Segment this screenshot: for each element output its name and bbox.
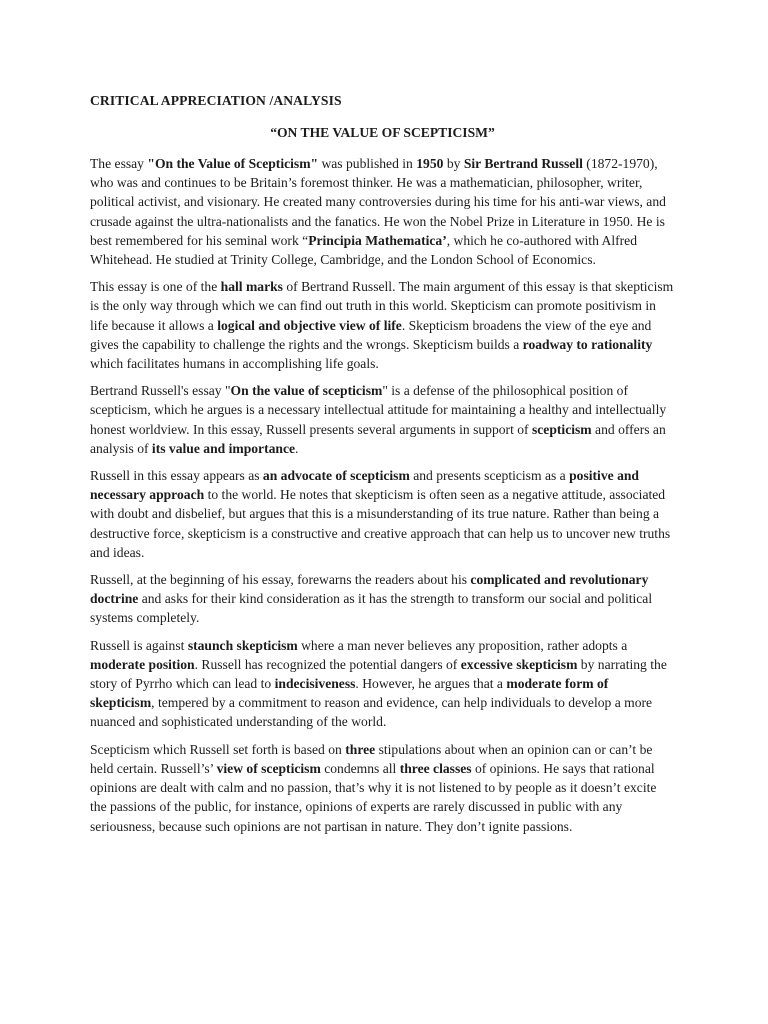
text-run: The essay — [90, 156, 148, 171]
paragraph — [90, 277, 675, 373]
text-run: and presents scepticism as a — [409, 468, 570, 484]
bold-text: its value and importance — [151, 440, 296, 456]
text-run: (1872-1970), who was and continues to be Britain’s foremost thinker. He was a mathematician, philosopher, writer, political activist, and visionary. He created many controversies during his time for his anti-war views, and crusade against the ultra-nationalists and the fanatics. He won the Nobel Prize in Literature in 1950. He is best remembered for his seminal work “ — [90, 156, 666, 248]
text-run: , tempered by a commitment to reason and evidence, can help individuals to develop a more nuanced and sophisticated understanding of the world. — [90, 695, 653, 730]
text-run: and offers an analysis of — [90, 421, 666, 456]
paragraph — [90, 466, 675, 562]
bold-text: On the value of scepticism — [230, 383, 383, 399]
bold-text: three — [345, 741, 376, 757]
text-run: . However, he argues that a — [355, 676, 507, 692]
text-run: where a man never believes any proposition, rather adopts a — [297, 637, 628, 653]
document-page — [90, 92, 675, 844]
bold-text: logical and objective view of life — [217, 317, 402, 333]
text-run: stipulations about when an opinion can or can’t be held certain. Russell’s’ — [90, 741, 653, 776]
paragraph — [90, 381, 675, 458]
paragraph — [90, 636, 675, 732]
text-run: , which he co-authored with Alfred Whitehead. He studied at Trinity College, Cambridge, and the London School of Economics. — [90, 232, 637, 268]
essay-title: “ON THE VALUE OF SCEPTICISM” — [270, 125, 495, 140]
bold-text: view of scepticism — [216, 760, 321, 776]
text-run: which facilitates humans in accomplishing life goals. — [90, 356, 379, 372]
text-run: was published in — [318, 156, 417, 171]
document-heading: CRITICAL APPRECIATION /ANALYSIS — [90, 93, 342, 108]
text-run: Bertrand Russell's essay " — [90, 383, 231, 399]
text-run: by — [443, 156, 464, 171]
text-run: by narrating the story of Pyrrho which can lead to — [90, 656, 667, 692]
bold-text: Sir Bertrand Russell — [463, 156, 583, 171]
bold-text: an advocate of scepticism — [262, 468, 410, 484]
body-text — [90, 154, 675, 836]
text-run: and asks for their kind consideration as it has the strength to transform our social and political systems completely. — [90, 591, 653, 626]
bold-text: hall marks — [220, 279, 283, 295]
paragraph — [90, 740, 675, 836]
text-run: Scepticism which Russell set forth is based on — [90, 741, 346, 757]
text-run: Russell, at the beginning of his essay, forewarns the readers about his — [90, 572, 471, 588]
paragraph — [90, 154, 675, 269]
text-run: to the world. He notes that skepticism is often seen as a negative attitude, associated with doubt and disbelief, but argues that this is a misunderstanding of its true nature. Rather than being a destructive force, skepticism is a constructive and creative approach that can help us to uncover new truths and ideas. — [90, 487, 671, 560]
bold-text: excessive skepticism — [460, 656, 578, 672]
paragraph — [90, 570, 675, 628]
bold-text: Principia Mathematica’ — [308, 232, 447, 248]
text-run: of opinions. He says that rational opinions are dealt with calm and no passion, that’s why it is not listened to by people as it doesn’t excite the passions of the public, for instance, opinions of experts are rarely discussed in public with any seriousness, because such opinions are not partisan in nature. They don’t ignite passions. — [90, 760, 657, 834]
text-run: of Bertrand Russell. The main argument of this essay is that skepticism is the only way through which we can find out truth in this world. Skepticism can promote positivism in life because it allows a — [90, 279, 674, 333]
text-run: Russell is against — [90, 637, 188, 653]
bold-text: roadway to rationality — [522, 336, 653, 352]
text-run: . — [295, 440, 299, 456]
text-run: This essay is one of the — [90, 279, 221, 295]
bold-text: moderate position — [90, 656, 195, 672]
text-run: Russell in this essay appears as — [90, 468, 263, 484]
bold-text: 1950 — [416, 156, 444, 171]
text-run: . Skepticism broadens the view of the eye and gives the capability to challenge the rights and the wrongs. Skepticism builds a — [90, 317, 652, 352]
bold-text: indecisiveness — [274, 676, 356, 692]
text-run: " is a defense of the philosophical position of scepticism, which he argues is a necessary intellectual attitude for maintaining a healthy and intellectually honest worldview. In this essay, Russell presents several arguments in support of — [90, 383, 667, 437]
bold-text: "On the Value of Scepticism" — [147, 156, 319, 171]
bold-text: moderate form of skepticism — [90, 676, 609, 711]
text-run: condemns all — [320, 760, 400, 776]
text-run: . Russell has recognized the potential dangers of — [194, 656, 461, 672]
bold-text: positive and necessary approach — [90, 468, 639, 503]
bold-text: scepticism — [531, 421, 592, 437]
bold-text: complicated and revolutionary doctrine — [90, 572, 649, 607]
bold-text: three classes — [399, 760, 472, 776]
bold-text: staunch skepticism — [187, 637, 298, 653]
